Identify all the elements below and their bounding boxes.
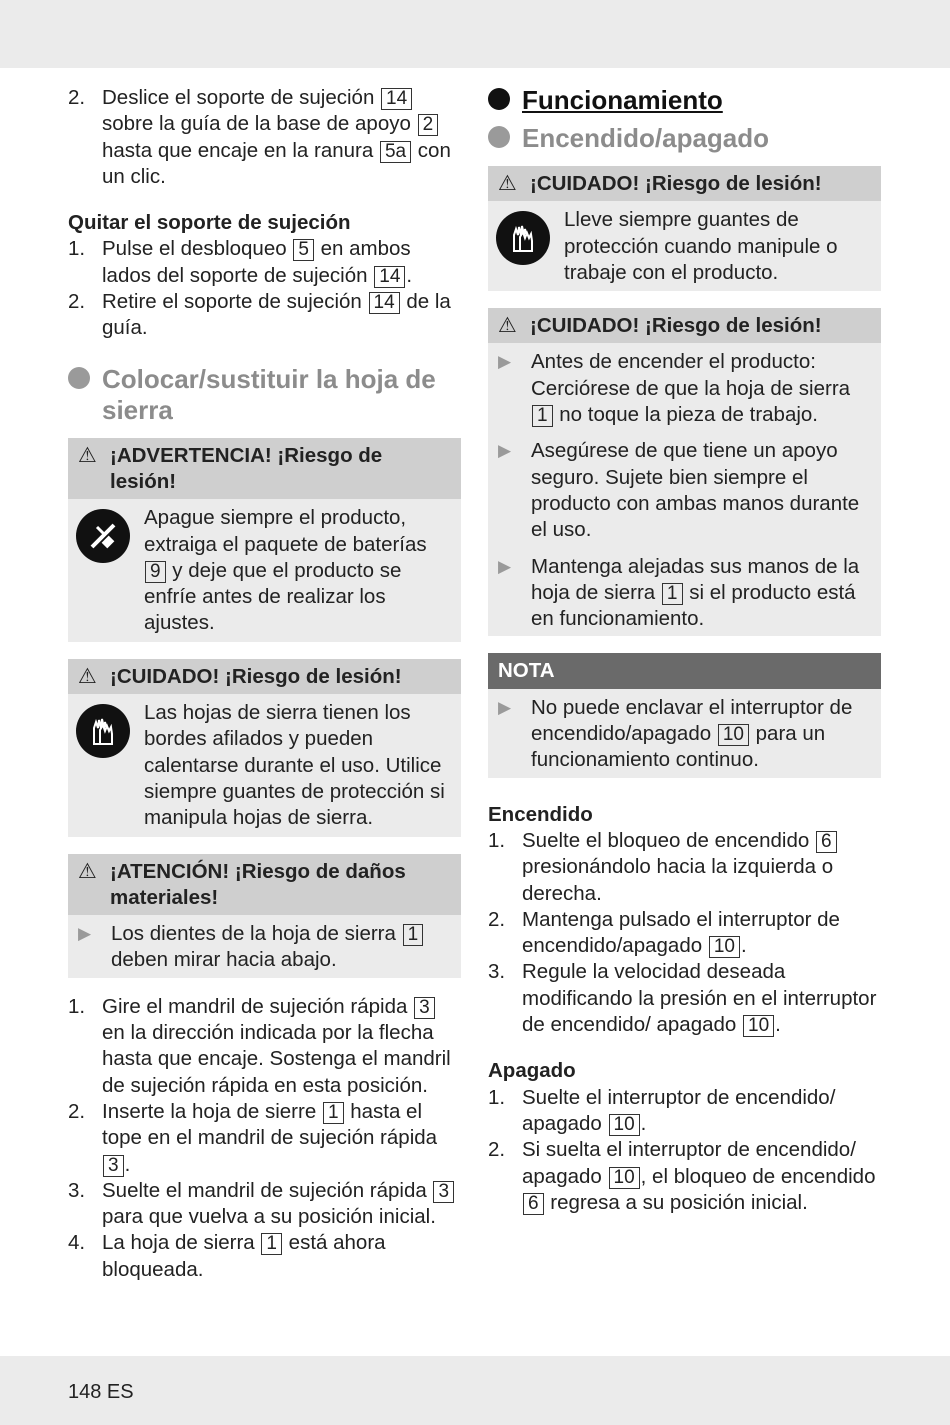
bullet-icon — [488, 88, 510, 110]
list-item: 1. Suelte el interruptor de encendido/ apagado 10 . — [488, 1085, 836, 1135]
caution-panel — [488, 308, 881, 636]
page-number: 148 ES — [68, 1381, 134, 1403]
part-number-box: 5a — [380, 141, 411, 163]
arrow-bullet-icon: ▶ — [498, 352, 512, 372]
part-number-box: 10 — [743, 1015, 774, 1037]
part-number-box: 6 — [816, 831, 837, 853]
part-number-box: 1 — [532, 405, 553, 427]
arrow-bullet-icon: ▶ — [498, 697, 512, 717]
part-number-box: 1 — [403, 924, 424, 946]
part-number-box: 10 — [718, 724, 749, 746]
caution-panel: ⚠ ¡CUIDADO! ¡Riesgo de lesión! Lleve siempre guantes de protección cuando manipule o trabaje con el producto. — [488, 166, 881, 291]
remove-holder-heading: Quitar el soporte de sujeción — [68, 211, 351, 235]
part-number-box: 10 — [609, 1167, 640, 1189]
warning-triangle-icon: ⚠ — [78, 443, 97, 467]
arrow-bullet-icon: ▶ — [78, 924, 92, 944]
arrow-bullet-icon: ▶ — [498, 556, 512, 576]
unplug-before-adjust-icon — [76, 509, 130, 563]
list-item: 2. Inserte la hoja de sierre 1 hasta el tope en el mandril de sujeción rápida 3 . — [68, 1099, 438, 1176]
list-item: 3. Regule la velocidad deseada modificando la presión en el interruptor de encendido/ apagado 10 . — [488, 960, 877, 1037]
attention-heading: ⚠ ¡ATENCIÓN! ¡Riesgo de daños materiales! — [68, 854, 461, 916]
list-item: 3. Suelte el mandril de sujeción rápida 3 para que vuelva a su posición inicial. — [68, 1178, 461, 1231]
part-number-box: 3 — [414, 997, 435, 1019]
list-item: 2. Retire el soporte de sujeción 14 de la guía. — [68, 290, 451, 340]
bullet-icon — [488, 126, 510, 148]
part-number-box: 10 — [709, 936, 740, 958]
caution-panel: ⚠ ¡CUIDADO! ¡Riesgo de lesión! Las hojas de sierra tienen los bordes afilados y pueden calentarse durante el uso. Utilice siempre guantes de protección si manipula hojas de sierra. — [68, 659, 461, 837]
attention-panel — [68, 854, 461, 978]
mount-holder-steps — [68, 85, 461, 190]
off-steps — [488, 1085, 881, 1216]
warning-triangle-icon: ⚠ — [78, 664, 97, 688]
section-title: Colocar/sustituir la hoja de sierra — [102, 363, 436, 425]
warning-heading: ⚠ ¡ADVERTENCIA! ¡Riesgo de lesión! — [68, 438, 461, 500]
caution-heading: ⚠ ¡CUIDADO! ¡Riesgo de lesión! — [68, 659, 461, 694]
part-number-box: 14 — [374, 266, 405, 288]
part-number-box: 1 — [261, 1233, 282, 1255]
on-steps — [488, 828, 881, 1038]
part-number-box: 10 — [609, 1114, 640, 1136]
note-heading: NOTA — [488, 653, 881, 688]
bullet-icon — [68, 367, 90, 389]
list-item: 1. Pulse el desbloqueo 5 en ambos lados del soporte de sujeción 14 . — [68, 237, 413, 287]
warning-triangle-icon: ⚠ — [498, 172, 517, 195]
off-heading: Apagado — [488, 1059, 576, 1083]
remove-holder-steps — [68, 236, 461, 341]
blade-steps — [68, 994, 461, 1283]
left-column — [68, 85, 461, 1283]
section-heading — [68, 364, 461, 426]
warning-triangle-icon: ⚠ — [498, 314, 517, 338]
list-item: 2. Deslice el soporte de sujeción 14 sobre la guía de la base de apoyo 2 hasta que encaje en la ranura 5a con un clic. — [68, 86, 451, 188]
part-number-box: 1 — [662, 583, 683, 605]
caution-heading: ⚠ ¡CUIDADO! ¡Riesgo de lesión! — [488, 166, 881, 201]
part-number-box: 9 — [145, 561, 166, 583]
section-title: Encendido/apagado — [522, 123, 770, 153]
list-item: 2. Si suelta el interruptor de encendido/ apagado 10 , el bloqueo de encendido 6 regresa a su posición inicial. — [488, 1138, 876, 1214]
list-item: 2. Mantenga pulsado el interruptor de encendido/apagado 10 . — [488, 907, 840, 958]
list-item: ▶ Mantenga alejadas sus manos de la hoja de sierra 1 si el producto está en funcionamiento. — [498, 554, 871, 633]
chapter-title: Funcionamiento — [522, 85, 723, 115]
part-number-box: 3 — [433, 1181, 454, 1203]
arrow-bullet-icon: ▶ — [498, 441, 512, 461]
list-item: 1. Suelte el bloqueo de encendido 6 presionándolo hacia la izquierda o derecha. — [488, 828, 881, 907]
on-heading: Encendido — [488, 802, 593, 826]
part-number-box: 6 — [523, 1193, 544, 1215]
section-heading — [488, 123, 881, 154]
gloves-icon — [76, 704, 130, 758]
list-item: ▶ Asegúrese de que tiene un apoyo seguro. Sujete bien siempre el producto con ambas manos durante el uso. — [498, 438, 871, 543]
part-number-box: 14 — [369, 292, 400, 314]
list-item: ▶ Los dientes de la hoja de sierra 1 deben mirar hacia abajo. — [78, 921, 451, 974]
gloves-icon — [496, 211, 550, 265]
footer-band — [0, 1356, 950, 1425]
part-number-box: 5 — [293, 239, 314, 261]
part-number-box: 3 — [103, 1155, 124, 1177]
list-item: 4. La hoja de sierra 1 está ahora bloqueada. — [68, 1231, 386, 1281]
top-margin-band — [0, 0, 950, 68]
list-item: ▶ No puede enclavar el interruptor de encendido/apagado 10 para un funcionamiento continuo. — [498, 695, 871, 774]
right-column — [488, 85, 881, 1216]
caution-heading: ⚠ ¡CUIDADO! ¡Riesgo de lesión! — [488, 308, 881, 343]
warning-triangle-icon: ⚠ — [78, 859, 97, 883]
part-number-box: 2 — [418, 114, 439, 136]
list-item: 1. Gire el mandril de sujeción rápida 3 en la dirección indicada por la flecha hasta que encaje. Sostenga el mandril de sujeción rápida en esta posición. — [68, 994, 451, 1097]
warning-panel: ⚠ ¡ADVERTENCIA! ¡Riesgo de lesión! Apague siempre el producto, extraiga el paquete de baterías 9 y deje que el producto se enfríe antes de realizar los ajustes. — [68, 438, 461, 642]
chapter-heading — [488, 85, 881, 116]
part-number-box: 1 — [323, 1102, 344, 1124]
part-number-box: 14 — [381, 88, 412, 110]
note-panel — [488, 653, 881, 777]
list-item: ▶ Antes de encender el producto: Cerciórese de que la hoja de sierra 1 no toque la pieza de trabajo. — [498, 349, 871, 428]
